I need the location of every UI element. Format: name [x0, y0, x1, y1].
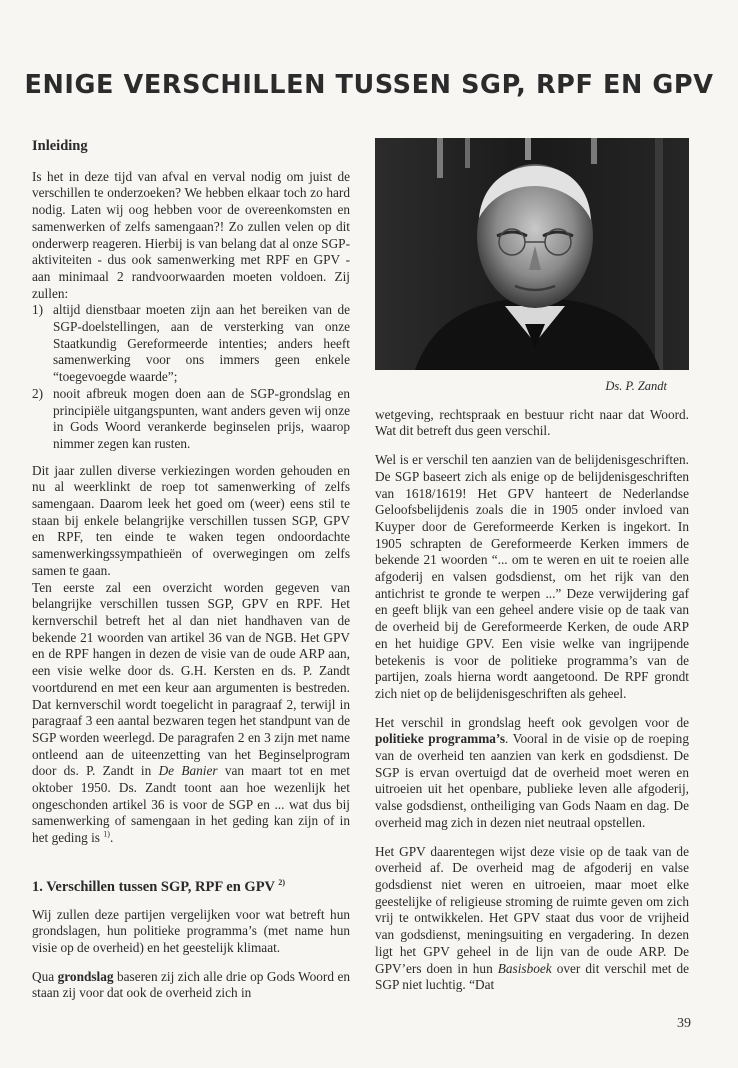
right-column: [375, 138, 689, 1006]
conditions-list: [32, 302, 350, 452]
list-item-number: 2): [32, 385, 44, 401]
section-heading: [32, 879, 350, 896]
paragraph-text: . Vooral in de visie op de roeping van de overheid ten aanzien van kerk en godsdienst. De SGP is ervan overtuigd dat de overheid moet weren en uitroeien uit het openbare, publieke leven alle afgoderij, valse godsdienst, ontheiliging van Gods Naam en dag. De overheid mag zich in dezen niet neutraal opstellen.: [375, 731, 689, 830]
paragraph-elections: Dit jaar zullen diverse verkiezingen worden gehouden en nu al weerklinkt de roep tot samenwerking of zelfs samengaan. Daarom leek het goed om (weer) eens stil te staan bij enkele belangrijke verschillen tussen SGP, GPV en RPF, ten einde te waken tegen ondoordachte samenwerkingssympathieën of overwegingen om zelfs samen te gaan.: [32, 462, 350, 578]
paragraph-text: Qua: [32, 968, 55, 984]
paragraph-continuation: wetgeving, rechtspraak en bestuur richt naar dat Woord. Wat dit betreft dus geen verschil.: [375, 406, 689, 439]
publication-title: De Banier: [158, 763, 218, 779]
paragraph-text: Ten eerste zal een overzicht worden gegeven van belangrijke verschillen tussen SGP, GPV en RPF. Het kernverschil betreft het al dan niet handhaven van de bekende 21 woorden van artikel 36 van de NGB. Het GPV en de RPF hangen in dezen de visie van de oude ARP aan, een visie welke door ds. G.H. Kersten en ds. P. Zandt voortdurend en met een keur aan argumenten is bestreden. Dat kernverschil wordt toegelicht in paragraaf 2, terwijl in paragraaf 3 een aantal bezwaren tegen het standpunt van de SGP worden weerlegd. De paragrafen 2 en 3 zijn met name ontleend aan de uiteenzetting van het Beginselprogram door ds. P. Zandt in: [32, 579, 350, 779]
paragraph-text: van maart tot en met oktober 1950. Ds. Zandt toont aan hoe wezenlijk het ongeschonden artikel 36 is voor de SGP en ... wat dus bij samenwerking of samengaan in het geding kan zijn of in het geding is: [32, 763, 351, 846]
paragraph-text: .: [109, 830, 114, 846]
emphasis-text: politieke programma’s: [375, 731, 506, 747]
intro-paragraph: Is het in deze tijd van afval en verval nodig om juist de verschillen te onderzoeken? We hebben elkaar toch zo hard nodig. Laten wij oog hebben voor de overeenkomsten en samenwerken of zelfs samengaan?! Zo zullen velen op dit onderwerp reageren. Hierbij is van belang dat al onze SGP-aktiviteiten - dus ook samenwerking met RPF en GPV - aan minimaal 2 randvoorwaarden moeten voldoen. Zij zullen:: [32, 168, 350, 301]
photo-caption: Ds. P. Zandt: [605, 379, 667, 393]
emphasis-text: grondslag: [57, 968, 114, 984]
paragraph-grondslag: [32, 969, 350, 1002]
list-item-number: 1): [32, 302, 44, 318]
article-title: ENIGE VERSCHILLEN TUSSEN SGP, RPF EN GPV: [24, 70, 714, 100]
left-column: [32, 138, 350, 1014]
paragraph-text: baseren zij zich alle drie op Gods Woord en staan zij voor dat ook de overheid zich in: [32, 968, 350, 1001]
list-item: [32, 302, 350, 386]
portrait-photo: [375, 138, 689, 370]
paragraph-text: Het verschil in grondslag heeft ook gevolgen voor de: [375, 714, 689, 730]
paragraph-text: over dit verschil met de SGP niet luchtig. “Dat: [375, 960, 690, 993]
footnote-ref: 1): [103, 829, 110, 839]
paragraph-overview: [32, 580, 350, 847]
page-number: 39: [677, 1016, 691, 1031]
list-item: [32, 386, 350, 453]
paragraph-confessions: Wel is er verschil ten aanzien van de belijdenisgeschriften. De SGP baseert zich als enige op de belijdenisgeschriften van 1618/1619! Het GPV hanteert de Nederlandse Geloofsbelijdenis zoals die in 1905 onder invloed van Kuyper door de Gereformeerde Kerken is ingekort. In 1905 schrapten de Gereformeerde Kerken immers de bekende 21 woorden “... om te weren en uit te roeien alle afgoderij en valsen godsdienst, om het rijk van den antichrist te gronde te werpen ...” Deze verwijdering gaf en geeft blijk van een geheel andere visie op de taak van de overheid bij de Gereformeerde Kerken, de oude ARP en het huidige GPV. Een visie welke van ingrijpende betekenis is voor de politieke programma’s van de partijen, zoals hierna wordt aangetoond. De RPF grondt zich niet op de belijdenisgeschriften als geheel.: [375, 452, 689, 701]
paragraph-gpv-view: [375, 844, 689, 994]
list-item-text: altijd dienstbaar moeten zijn aan het bereiken van de SGP-doelstellingen, aan de versterking van onze Staatkundig Gereformeerde intenties; anders heeft samenwerking voor ons immers geen enkele “toegevoegde waarde”;: [53, 302, 350, 385]
list-item-text: nooit afbreuk mogen doen aan de SGP-grondslag en principiële uitgangspunten, want anders geven wij onze in Gods Woord verankerde beginselen prijs, waarop nimmer zegen kan rusten.: [53, 385, 350, 451]
section-title: 1. Verschillen tussen SGP, RPF en GPV: [32, 878, 275, 895]
footnote-ref: 2): [278, 878, 286, 887]
paragraph-comparison: Wij zullen deze partijen vergelijken voor wat betreft hun grondslagen, hun politieke programma’s (met name hun visie op de overheid) en het geestelijk klimaat.: [32, 906, 350, 955]
paragraph-text: Het GPV daarentegen wijst deze visie op de taak van de overheid af. De overheid mag de afgoderij en valse godsdienst niet weren en uitroeien, maar moet elke geestelijke of religieuse stroming de ruimte geven om zich vrij te ontwikkelen. Het GPV staat dus voor de vrijheid van godsdienst, meningsuiting en vergadering. In dezen ligt het GPV geheel in de lijn van de oude ARP. De GPV’ers doen in hun: [375, 843, 689, 976]
paragraph-programs: [375, 715, 689, 832]
publication-title: Basisboek: [497, 960, 552, 976]
intro-heading: Inleiding: [32, 138, 88, 154]
portrait-image: [375, 138, 689, 370]
